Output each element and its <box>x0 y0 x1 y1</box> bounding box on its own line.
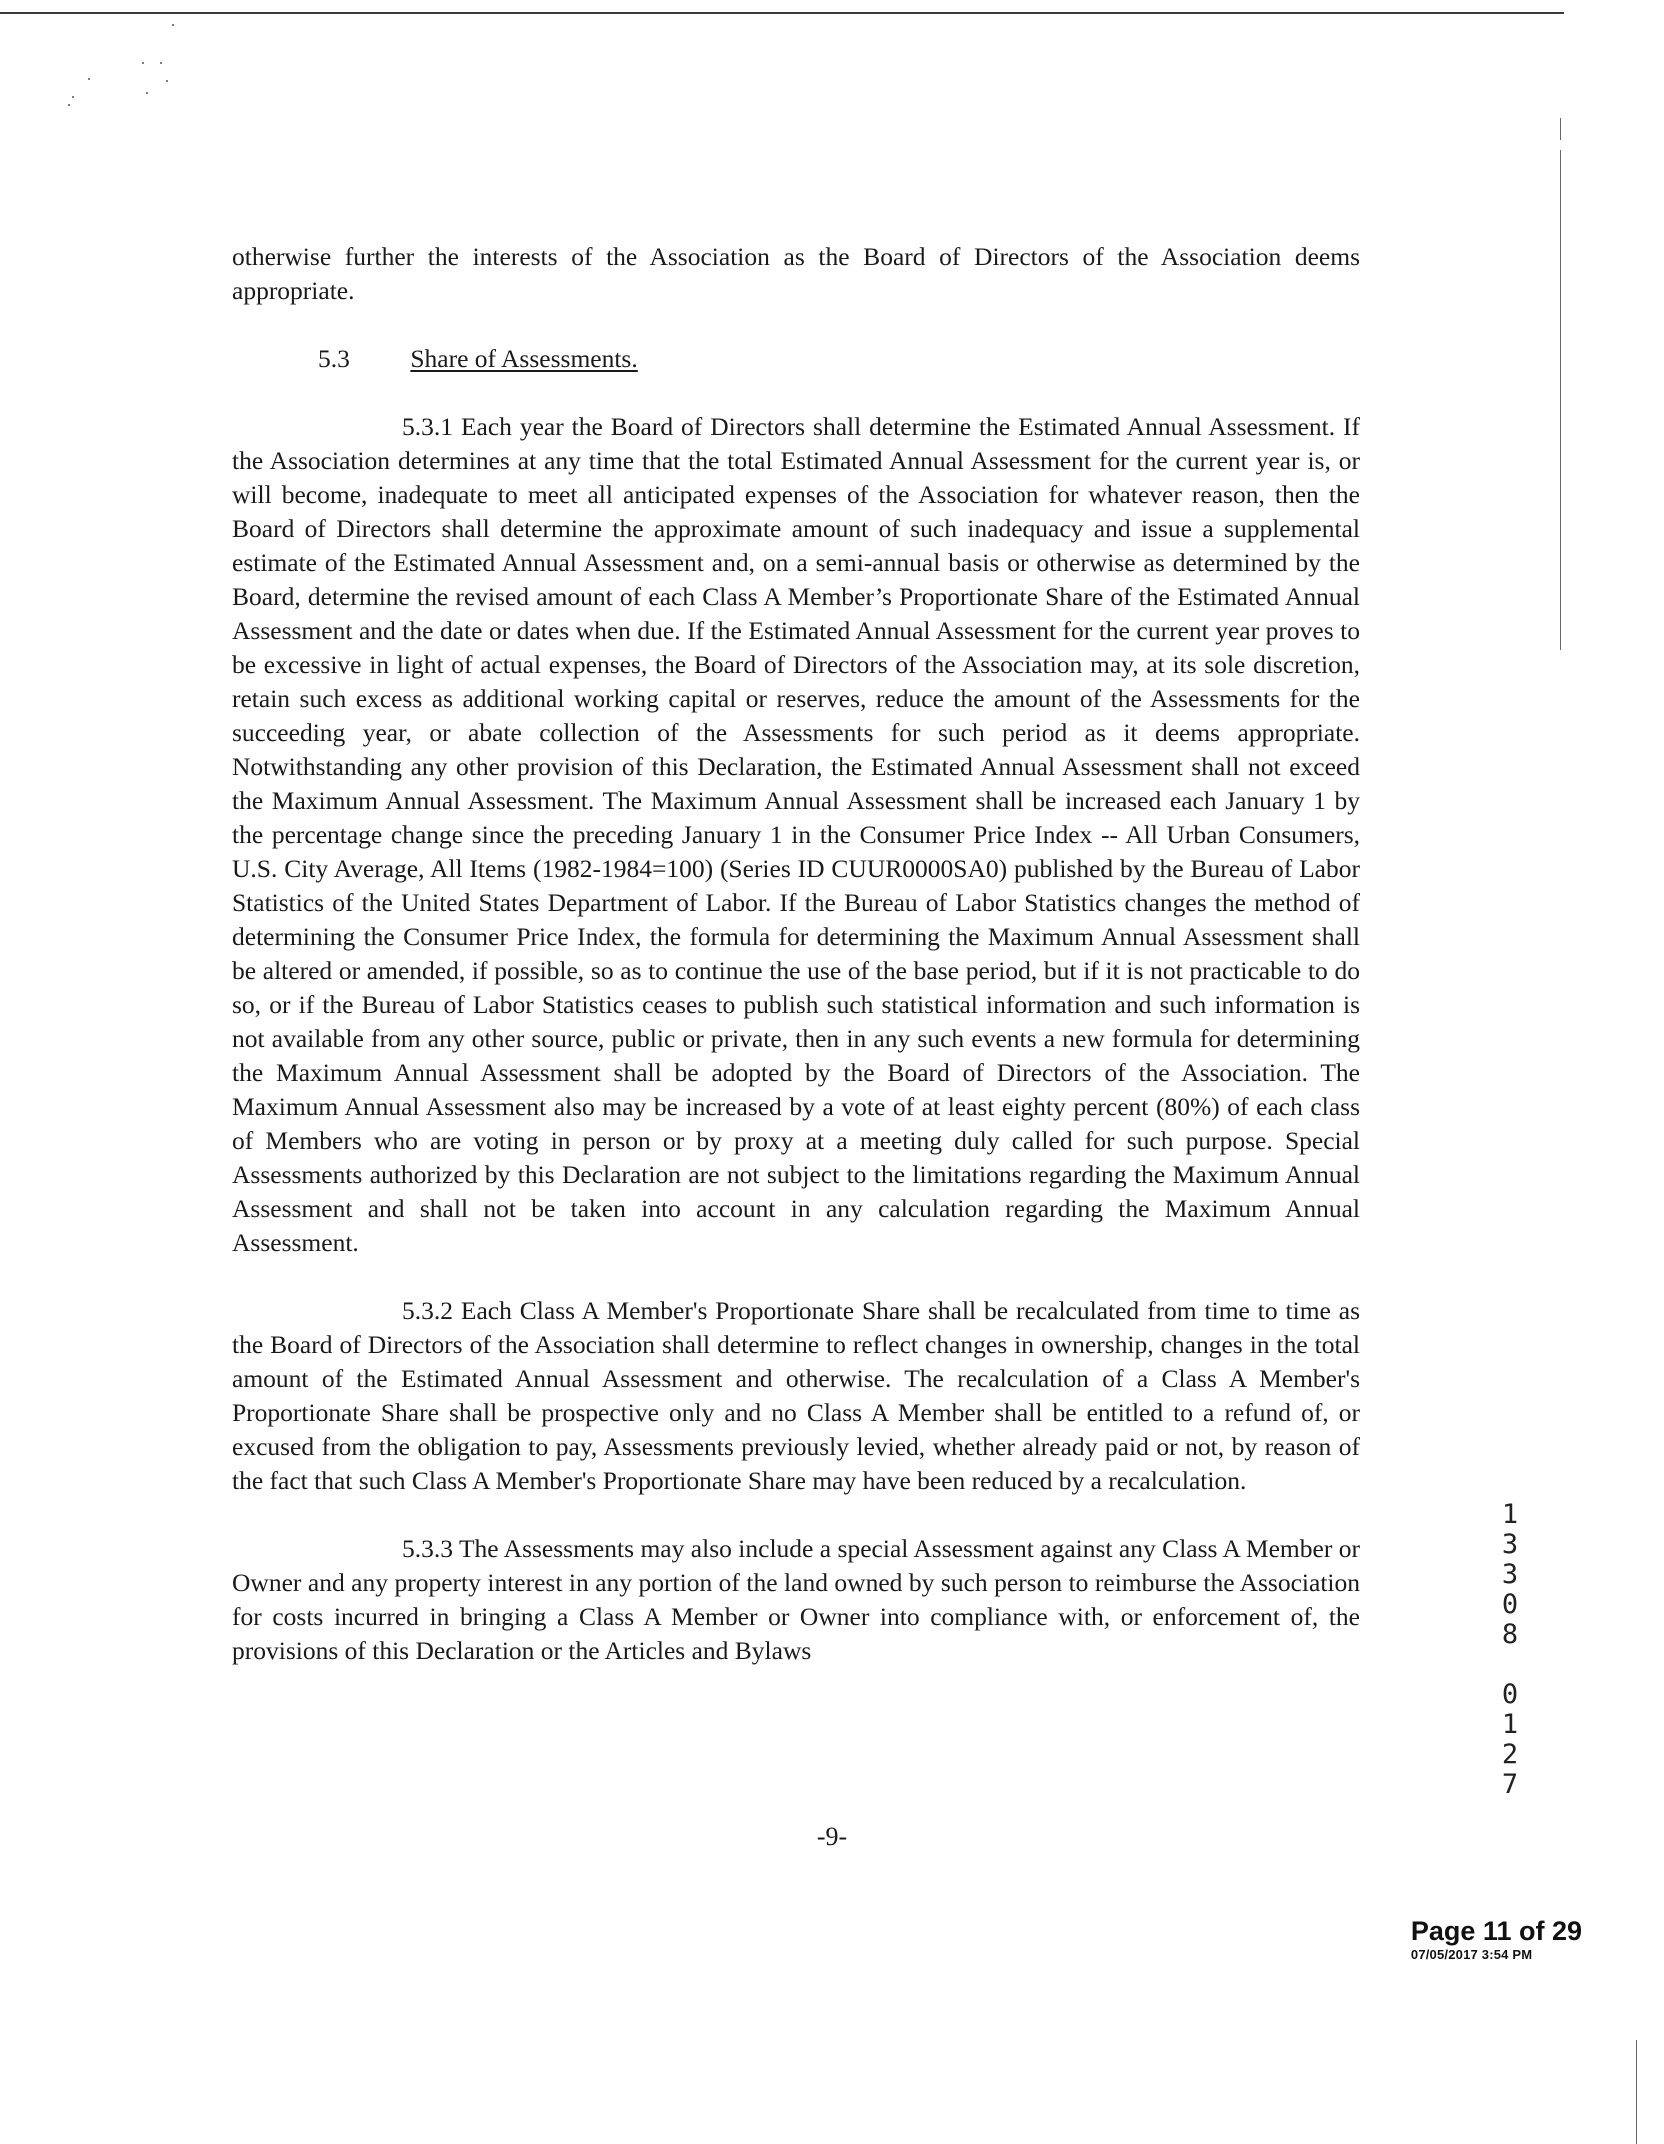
scan-speck <box>72 96 74 98</box>
scan-speck <box>142 62 144 64</box>
margin-scan-line <box>1560 118 1561 140</box>
section-heading <box>318 342 1360 376</box>
scan-speck <box>166 80 168 82</box>
recording-digit <box>1490 1650 1530 1680</box>
recording-number <box>1490 1500 1530 1800</box>
page-stamp <box>1411 1915 1582 1963</box>
top-scan-border <box>0 12 1564 14</box>
document-body <box>232 240 1360 1668</box>
scan-speck <box>88 78 90 80</box>
recording-digit: 3 <box>1501 1559 1519 1590</box>
recording-digit: 1 <box>1501 1499 1519 1530</box>
paragraph-5-3-3: 5.3.3 The Assessments may also include a special Assessment against any Class A Member or Owner and any property interest in any portion of the land owned by such person to reimburse the Association for costs incurred in bringing a Class A Member or Owner into compliance with, or enforcement of, the provisions of this Declaration or the Articles and Bylaws <box>232 1534 1360 1665</box>
stamp-date: 07/05/2017 3:54 PM <box>1410 1947 1533 1962</box>
recording-digit: 0 <box>1501 1589 1519 1620</box>
page-number: -9- <box>816 1822 848 1851</box>
page-count-label: Page 11 of 29 <box>1410 1916 1582 1946</box>
section-title: Share of Assessments. <box>410 344 638 373</box>
recording-digit: 2 <box>1501 1739 1519 1770</box>
recording-digit: 8 <box>1501 1619 1519 1650</box>
scan-speck <box>172 24 174 26</box>
scan-speck <box>160 62 162 64</box>
paragraph-intro: otherwise further the interests of the Association as the Board of Directors of the Association deems appropriate. <box>232 242 1360 305</box>
section-number: 5.3 <box>318 344 350 373</box>
margin-scan-line <box>1560 150 1561 650</box>
paragraph-5-3-2: 5.3.2 Each Class A Member's Proportionate Share shall be recalculated from time to time as the Board of Directors of the Association shall determine to reflect changes in ownership, changes in the total amount of the Estimated Annual Assessment and otherwise. The recalculation of a Class A Member's Proportionate Share shall be prospective only and no Class A Member shall be entitled to a refund of, or excused from the obligation to pay, Assessments previously levied, whether already paid or not, by reason of the fact that such Class A Member's Proportionate Share may have been reduced by a recalculation. <box>232 1296 1360 1495</box>
recording-digit: 7 <box>1501 1769 1519 1800</box>
recording-digit: 3 <box>1501 1529 1519 1560</box>
scan-speck <box>146 92 148 94</box>
margin-scan-line <box>1636 2040 1637 2144</box>
recording-digit: 0 <box>1501 1679 1519 1710</box>
recording-digit: 1 <box>1501 1709 1519 1740</box>
paragraph-5-3-1: 5.3.1 Each year the Board of Directors shall determine the Estimated Annual Assessment. If the Association determines at any time that the total Estimated Annual Assessment for the current year is, or will become, inadequate to meet all anticipated expenses of the Association for whatever reason, then the Board of Directors shall determine the approximate amount of such inadequacy and issue a supplemental estimate of the Estimated Annual Assessment and, on a semi-annual basis or otherwise as determined by the Board, determine the revised amount of each Class A Member’s Proportionate Share of the Estimated Annual Assessment and the date or dates when due. If the Estimated Annual Assessment for the current year proves to be excessive in light of actual expenses, the Board of Directors of the Association may, at its sole discretion, retain such excess as additional working capital or reserves, reduce the amount of the Assessments for the succeeding year, or abate collection of the Assessments for such period as it deems appropriate. Notwithstanding any other provision of this Declaration, the Estimated Annual Assessment shall not exceed the Maximum Annual Assessment. The Maximum Annual Assessment shall be increased each January 1 by the percentage change since the preceding January 1 in the Consumer Price Index -- All Urban Consumers, U.S. City Average, All Items (1982-1984=100) (Series ID CUUR0000SA0) published by the Bureau of Labor Statistics of the United States Department of Labor. If the Bureau of Labor Statistics changes the method of determining the Consumer Price Index, the formula for determining the Maximum Annual Assessment shall be altered or amended, if possible, so as to continue the use of the base period, but if it is not practicable to do so, or if the Bureau of Labor Statistics ceases to publish such statistical information and such information is not available from any other source, public or private, then in any such events a new formula for determining the Maximum Annual Assessment shall be adopted by the Board of Directors of the Association. The Maximum Annual Assessment also may be increased by a vote of at least eighty percent (80%) of each class of Members who are voting in person or by proxy at a meeting duly called for such purpose. Special Assessments authorized by this Declaration are not subject to the limitations regarding the Maximum Annual Assessment and shall not be taken into account in any calculation regarding the Maximum Annual Assessment. <box>232 412 1360 1257</box>
scan-speck <box>68 104 70 106</box>
